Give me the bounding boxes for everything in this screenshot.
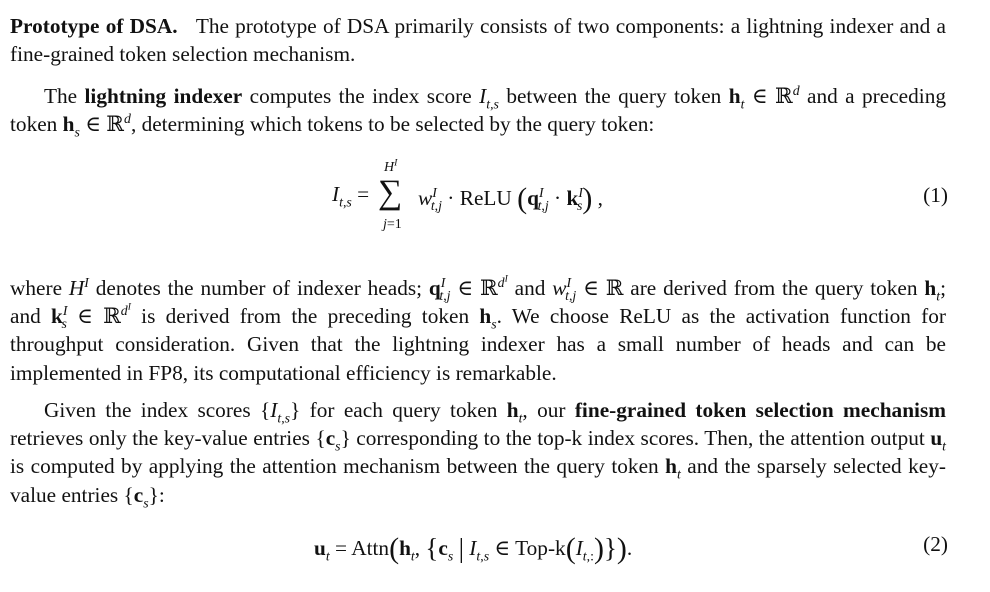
text-run: denotes the number of indexer heads; bbox=[88, 276, 429, 300]
equation-1-rhs: $w^I_{t,j}$ · ReLU $(q^I_{t,j} \cdot k^I_s)$ , bbox=[418, 182, 603, 215]
paragraph-token-selection bbox=[10, 396, 946, 509]
math-index-score: $I_{t,s}$ bbox=[479, 84, 499, 112]
text-run: and the sparsely selected key-value entries bbox=[10, 454, 946, 507]
text-run: retrieves only the key-value entries bbox=[10, 426, 316, 451]
math-q: $q^I_{t,j}$ ∈ ℝ$^{d^I}$ bbox=[428, 273, 508, 304]
math-k: $k^I_s$ ∈ ℝ$^{d^I}$ bbox=[50, 301, 131, 332]
text-run: between the query token bbox=[498, 84, 729, 108]
text-run: corresponding to the top-k index scores. Then, the attention output bbox=[350, 426, 931, 451]
term-lightning-indexer: lightning indexer bbox=[84, 84, 243, 108]
equation-2-body: $u_t$ = $Attn(h_t$, {$c_s$ | $I_{t,s}$ ∈ Top-$k(I_{t,:})$}). bbox=[314, 532, 633, 565]
equation-2 bbox=[10, 530, 946, 564]
math-ht: $h_t$ bbox=[924, 276, 941, 304]
text-run: , our bbox=[522, 398, 575, 422]
math-query-token: $h_t$ ∈ ℝ$^d$ bbox=[728, 82, 800, 112]
topk-label: Top-k bbox=[515, 536, 566, 560]
math-ht: $h_t$ bbox=[665, 454, 681, 482]
text-run: are derived from the query token bbox=[623, 276, 925, 300]
text-run: ; and bbox=[10, 276, 946, 329]
sum-upper-limit: $H^I$ bbox=[384, 157, 398, 175]
paragraph-lightning-indexer bbox=[10, 82, 946, 138]
math-cs-set: $\{c_s\}$ bbox=[315, 426, 351, 454]
equation-1-body bbox=[332, 157, 652, 240]
text-run: is derived from the preceding token bbox=[130, 304, 480, 329]
equation-1 bbox=[10, 157, 948, 240]
attn-label: Attn bbox=[351, 536, 390, 560]
math-ht: $h_t$ bbox=[506, 398, 523, 426]
relu-label: ReLU bbox=[459, 186, 512, 210]
text-run: and a preceding token bbox=[10, 84, 946, 137]
sum-lower-limit: j=1 bbox=[383, 217, 402, 232]
equation-1-lhs: $I_{t,s}$ = bbox=[332, 182, 370, 210]
term-fine-grained-selection: fine-grained token selection mechanism bbox=[574, 398, 946, 422]
paragraph-prototype bbox=[10, 12, 946, 68]
math-index-scores-set: $\{I_{t,s}\}$ bbox=[260, 398, 301, 426]
paragraph-indexer-details bbox=[10, 274, 946, 387]
text-run: The bbox=[44, 84, 85, 108]
summation-symbol: ∑ bbox=[378, 174, 403, 211]
math-heads: $H^I$ bbox=[68, 274, 89, 300]
text-run: is computed by applying the attention mechanism between the query token bbox=[10, 454, 666, 479]
text-run: . We choose ReLU as the activation function for throughput consideration. Given that the lightning indexer has a small number of heads and can be implemented in FP8, its computational efficiency is remarkable. bbox=[10, 304, 946, 385]
text-run: for each query token bbox=[300, 398, 507, 422]
math-hs: $h_s$ bbox=[479, 304, 497, 332]
math-ut: $u_t$ bbox=[930, 426, 947, 454]
text-run: , determining which tokens to be selected by the query token: bbox=[130, 112, 655, 137]
paragraph-heading: Prototype of DSA. bbox=[10, 14, 178, 38]
text-run: : bbox=[158, 482, 165, 507]
text-run: where bbox=[10, 276, 69, 300]
paragraph-text: The prototype of DSA primarily consists of two components: a lightning indexer and a fine-grained token selection mechanism. bbox=[10, 14, 946, 67]
text-run: Given the index scores bbox=[44, 398, 261, 422]
equation-number: (1) bbox=[923, 183, 948, 207]
text-run: and bbox=[507, 276, 553, 300]
math-w: $w^I_{t,j}$ ∈ ℝ bbox=[552, 274, 624, 304]
math-preceding-token: $h_s$ ∈ ℝ$^d$ bbox=[62, 111, 131, 140]
math-cs-set: $\{c_s\}$ bbox=[123, 482, 159, 510]
text-run: computes the index score bbox=[242, 84, 480, 108]
equation-number: (2) bbox=[923, 532, 948, 556]
